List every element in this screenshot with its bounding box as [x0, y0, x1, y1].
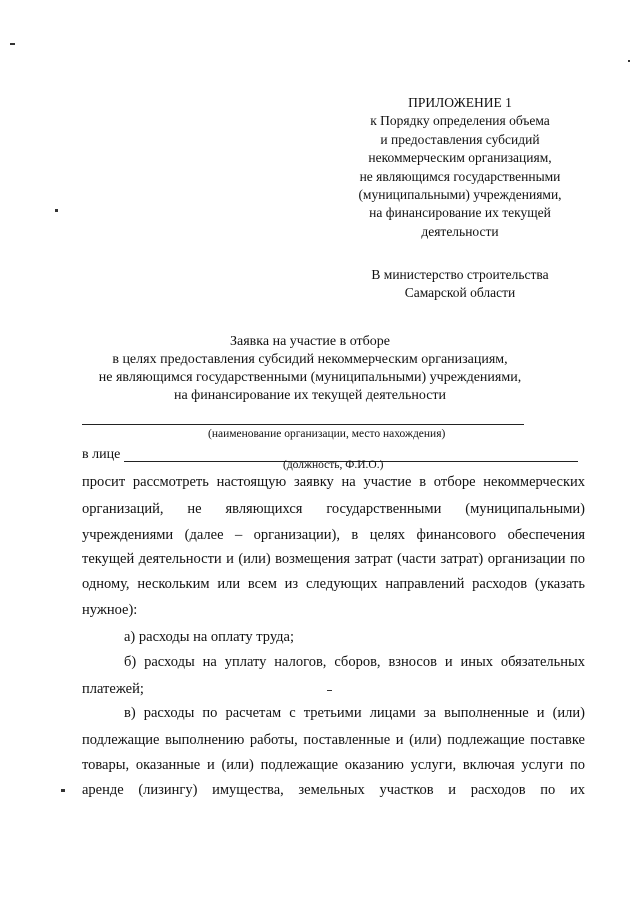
organization-caption: (наименование организации, место нахождения) — [208, 428, 446, 440]
list-item-v: в) расходы по расчетам с третьими лицами за выполненные и (или) — [124, 705, 585, 721]
body-line: товары, оказанные и (или) подлежащие оказанию услуги, включая услуги по — [82, 757, 585, 773]
scan-speck — [55, 209, 58, 212]
document-title — [60, 333, 560, 405]
scan-speck — [10, 43, 15, 45]
title-line: на финансирование их текущей деятельности — [173, 388, 447, 403]
scan-speck — [327, 690, 332, 691]
body-line: просит рассмотреть настоящую заявку на участие в отборе некоммерческих — [82, 474, 585, 490]
person-caption: (должность, Ф.И.О.) — [283, 459, 384, 471]
body-line: подлежащие выполнению работы, поставленные и (или) подлежащие поставке — [82, 732, 585, 748]
body-line: текущей деятельности и (или) возмещения затрат (части затрат) организации по — [82, 551, 585, 567]
addressee-line-1: В министерство строительства — [371, 267, 549, 282]
appendix-line: и предоставления субсидий — [380, 131, 540, 147]
appendix-line: не являющимся государственными — [359, 168, 561, 184]
body-line: аренде (лизингу) имущества, земельных участков и расходов по их — [82, 782, 585, 798]
scan-speck — [61, 789, 65, 792]
addressee-line-2: Самарской области — [404, 285, 516, 301]
title-line: в целях предоставления субсидий некоммерческим организациям, — [112, 352, 508, 367]
addressee-block — [330, 266, 590, 303]
body-line: платежей; — [82, 681, 144, 697]
body-line: одному, нескольким или всем из следующих направлений расходов (указать — [82, 576, 585, 592]
organization-blank-line — [82, 424, 524, 425]
appendix-line: на финансирование их текущей — [369, 205, 551, 221]
body-line: нужное): — [82, 602, 138, 618]
appendix-line: к Порядку определения объема — [370, 113, 550, 129]
appendix-line: некоммерческим организациям, — [368, 150, 552, 166]
title-line: не являющимся государственными (муниципальными) учреждениями, — [98, 370, 522, 385]
appendix-line: деятельности — [421, 223, 499, 239]
appendix-block — [330, 94, 590, 241]
appendix-heading: ПРИЛОЖЕНИЕ 1 — [408, 95, 512, 110]
list-item-a: а) расходы на оплату труда; — [124, 629, 294, 645]
body-line: учреждениями (далее – организации), в целях финансового обеспечения — [82, 527, 585, 543]
person-prefix: в лице — [82, 447, 121, 462]
body-line: организаций, не являющихся государственными (муниципальными) — [82, 501, 585, 517]
appendix-line: (муниципальными) учреждениями, — [358, 187, 562, 203]
scan-speck — [628, 60, 630, 62]
title-line: Заявка на участие в отборе — [230, 334, 390, 349]
list-item-b: б) расходы на уплату налогов, сборов, взносов и иных обязательных — [124, 654, 585, 670]
